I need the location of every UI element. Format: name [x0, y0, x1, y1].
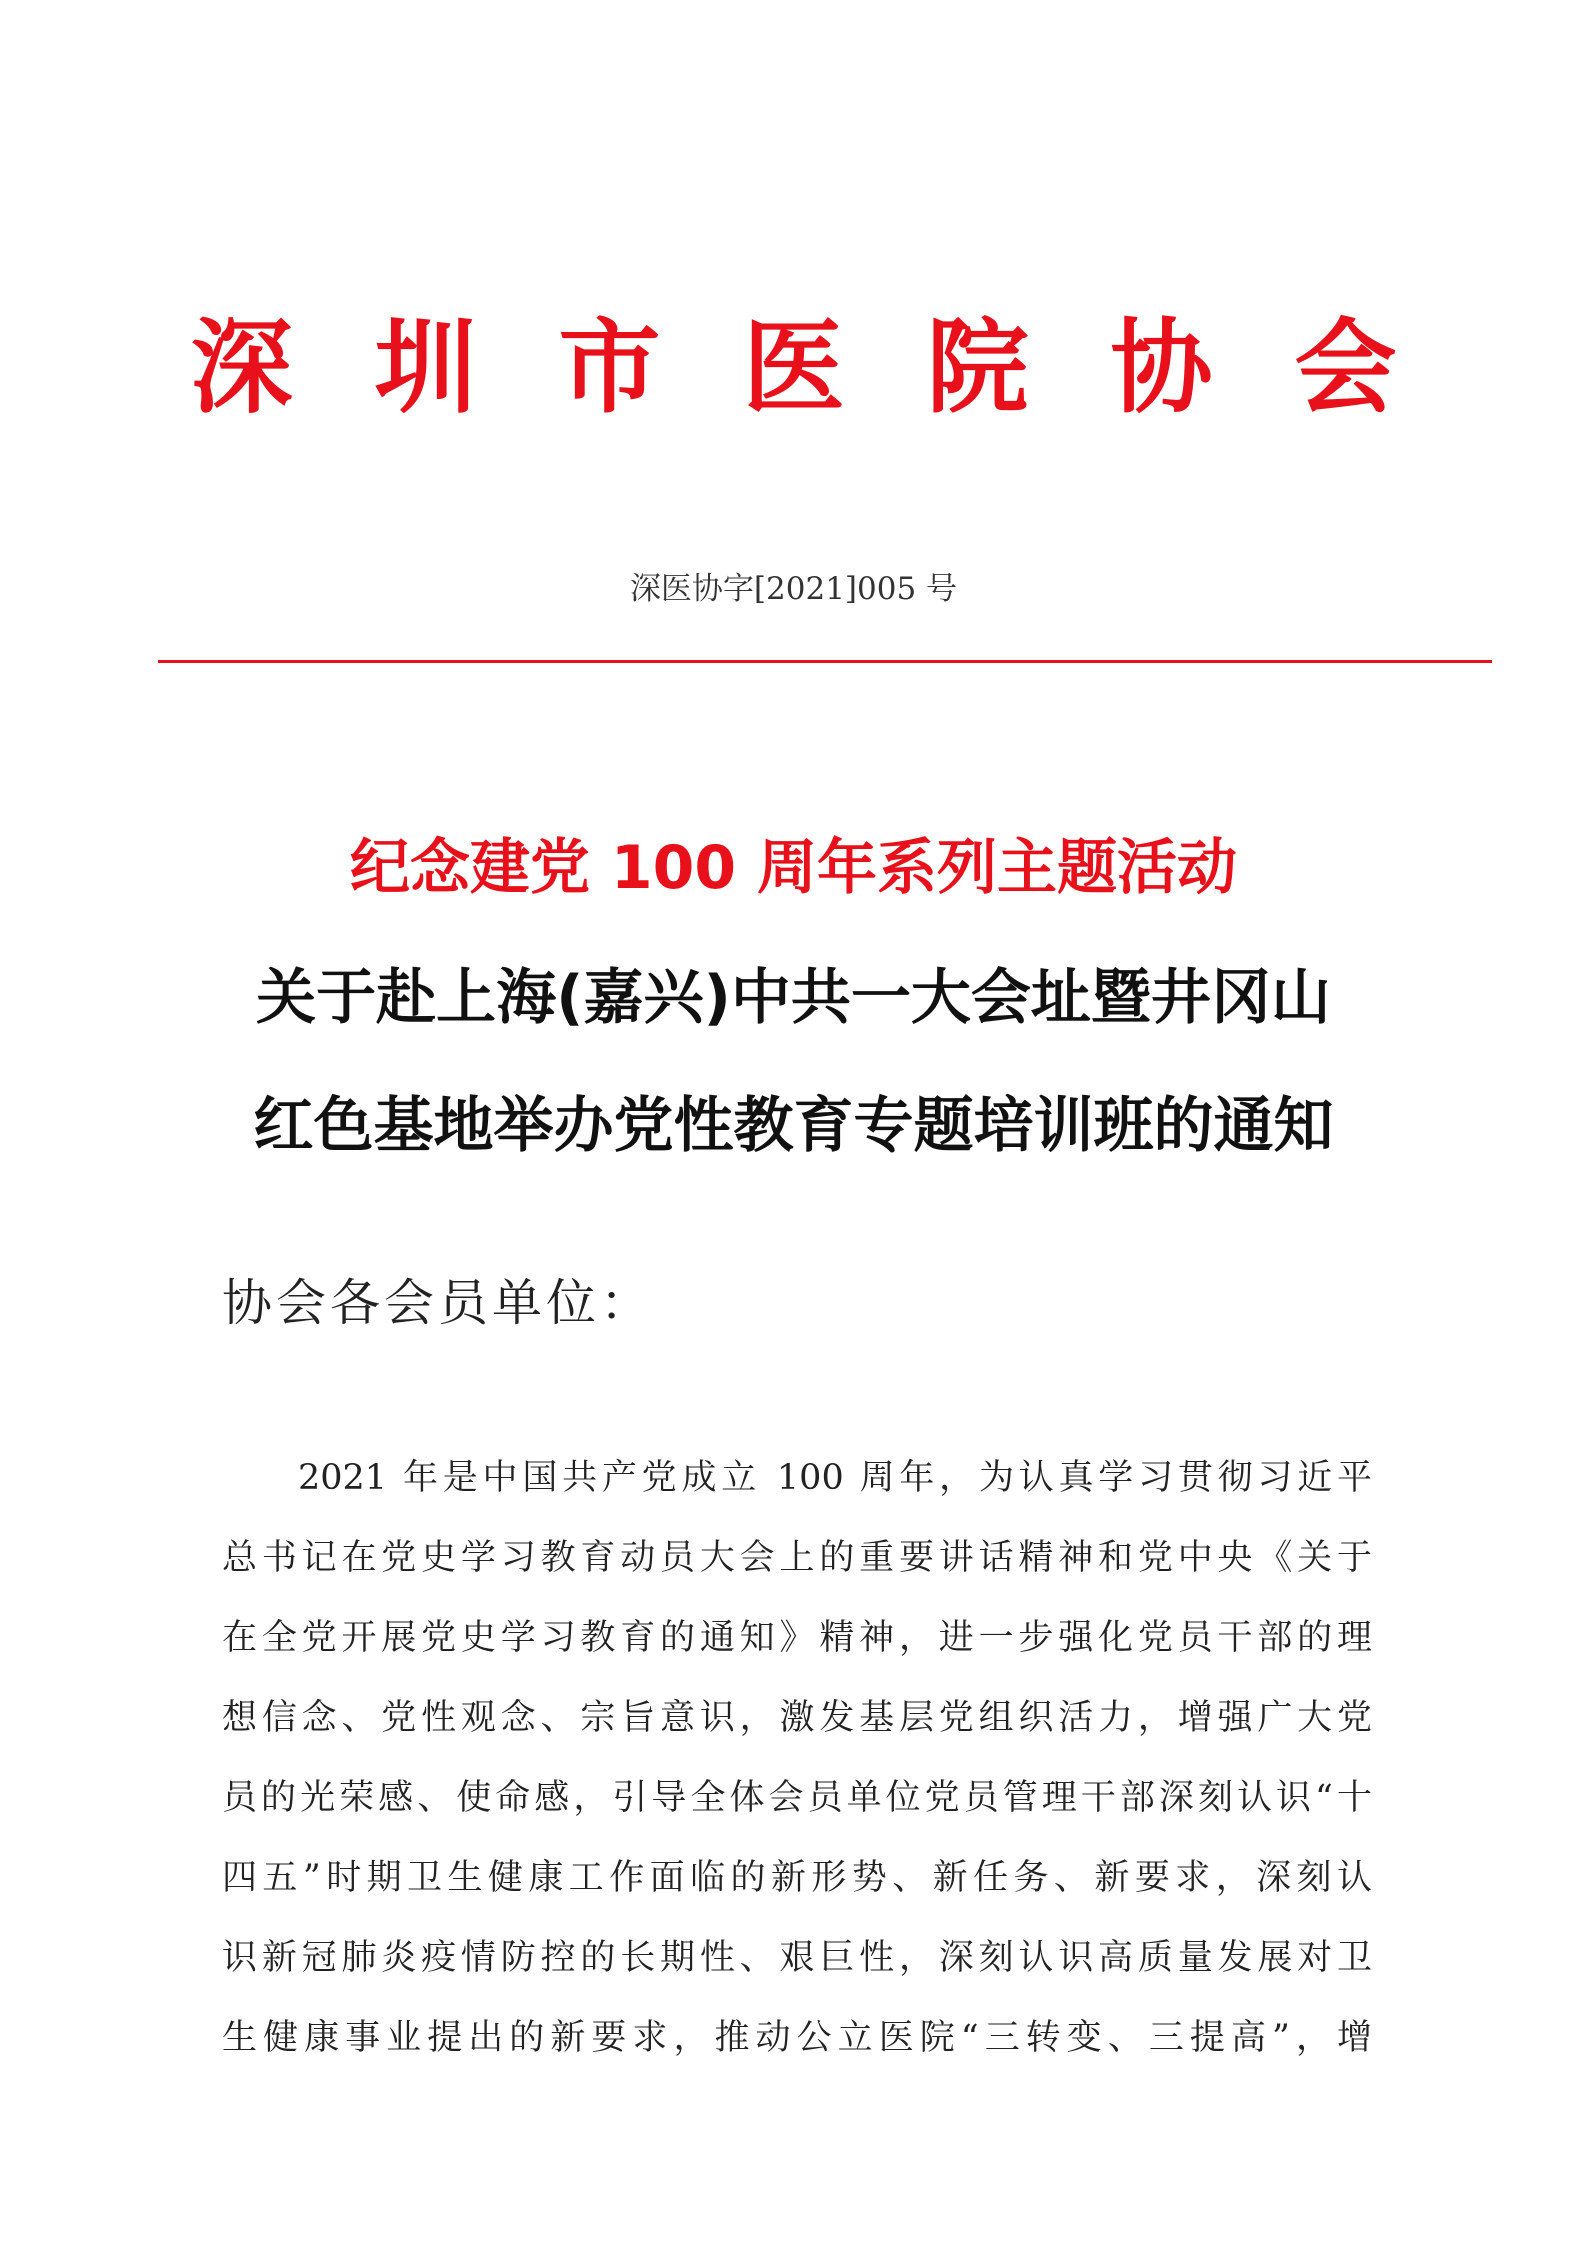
- document-title-line-2: 红色基地举办党性教育专题培训班的通知: [253, 1091, 1334, 1161]
- document-subtitle: 纪念建党 100 周年系列主题活动: [349, 833, 1238, 903]
- body-line: 生健康事业提出的新要求，推动公立医院“三转变、三提高”，增: [222, 2018, 1372, 2058]
- organization-header: 深圳市医院协会: [190, 309, 1479, 428]
- body-line: 员的光荣感、使命感，引导全体会员单位党员管理干部深刻认识“十: [222, 1778, 1372, 1818]
- body-line: 在全党开展党史学习教育的通知》精神，进一步强化党员干部的理: [222, 1618, 1372, 1658]
- body-line: 2021 年是中国共产党成立 100 周年，为认真学习贯彻习近平: [298, 1458, 1372, 1498]
- body-line: 四五”时期卫生健康工作面临的新形势、新任务、新要求，深刻认: [222, 1858, 1372, 1898]
- body-line: 识新冠肺炎疫情防控的长期性、艰巨性，深刻认识高质量发展对卫: [222, 1938, 1372, 1978]
- body-line: 想信念、党性观念、宗旨意识，激发基层党组织活力，增强广大党: [222, 1698, 1372, 1738]
- document-number: 深医协字[2021]005 号: [629, 571, 958, 607]
- salutation: 协会各会员单位：: [222, 1274, 654, 1332]
- header-divider: [158, 660, 1492, 663]
- body-line: 总书记在党史学习教育动员大会上的重要讲话精神和党中央《关于: [222, 1538, 1372, 1578]
- document-title-line-1: 关于赴上海(嘉兴)中共一大会址暨井冈山: [256, 963, 1331, 1033]
